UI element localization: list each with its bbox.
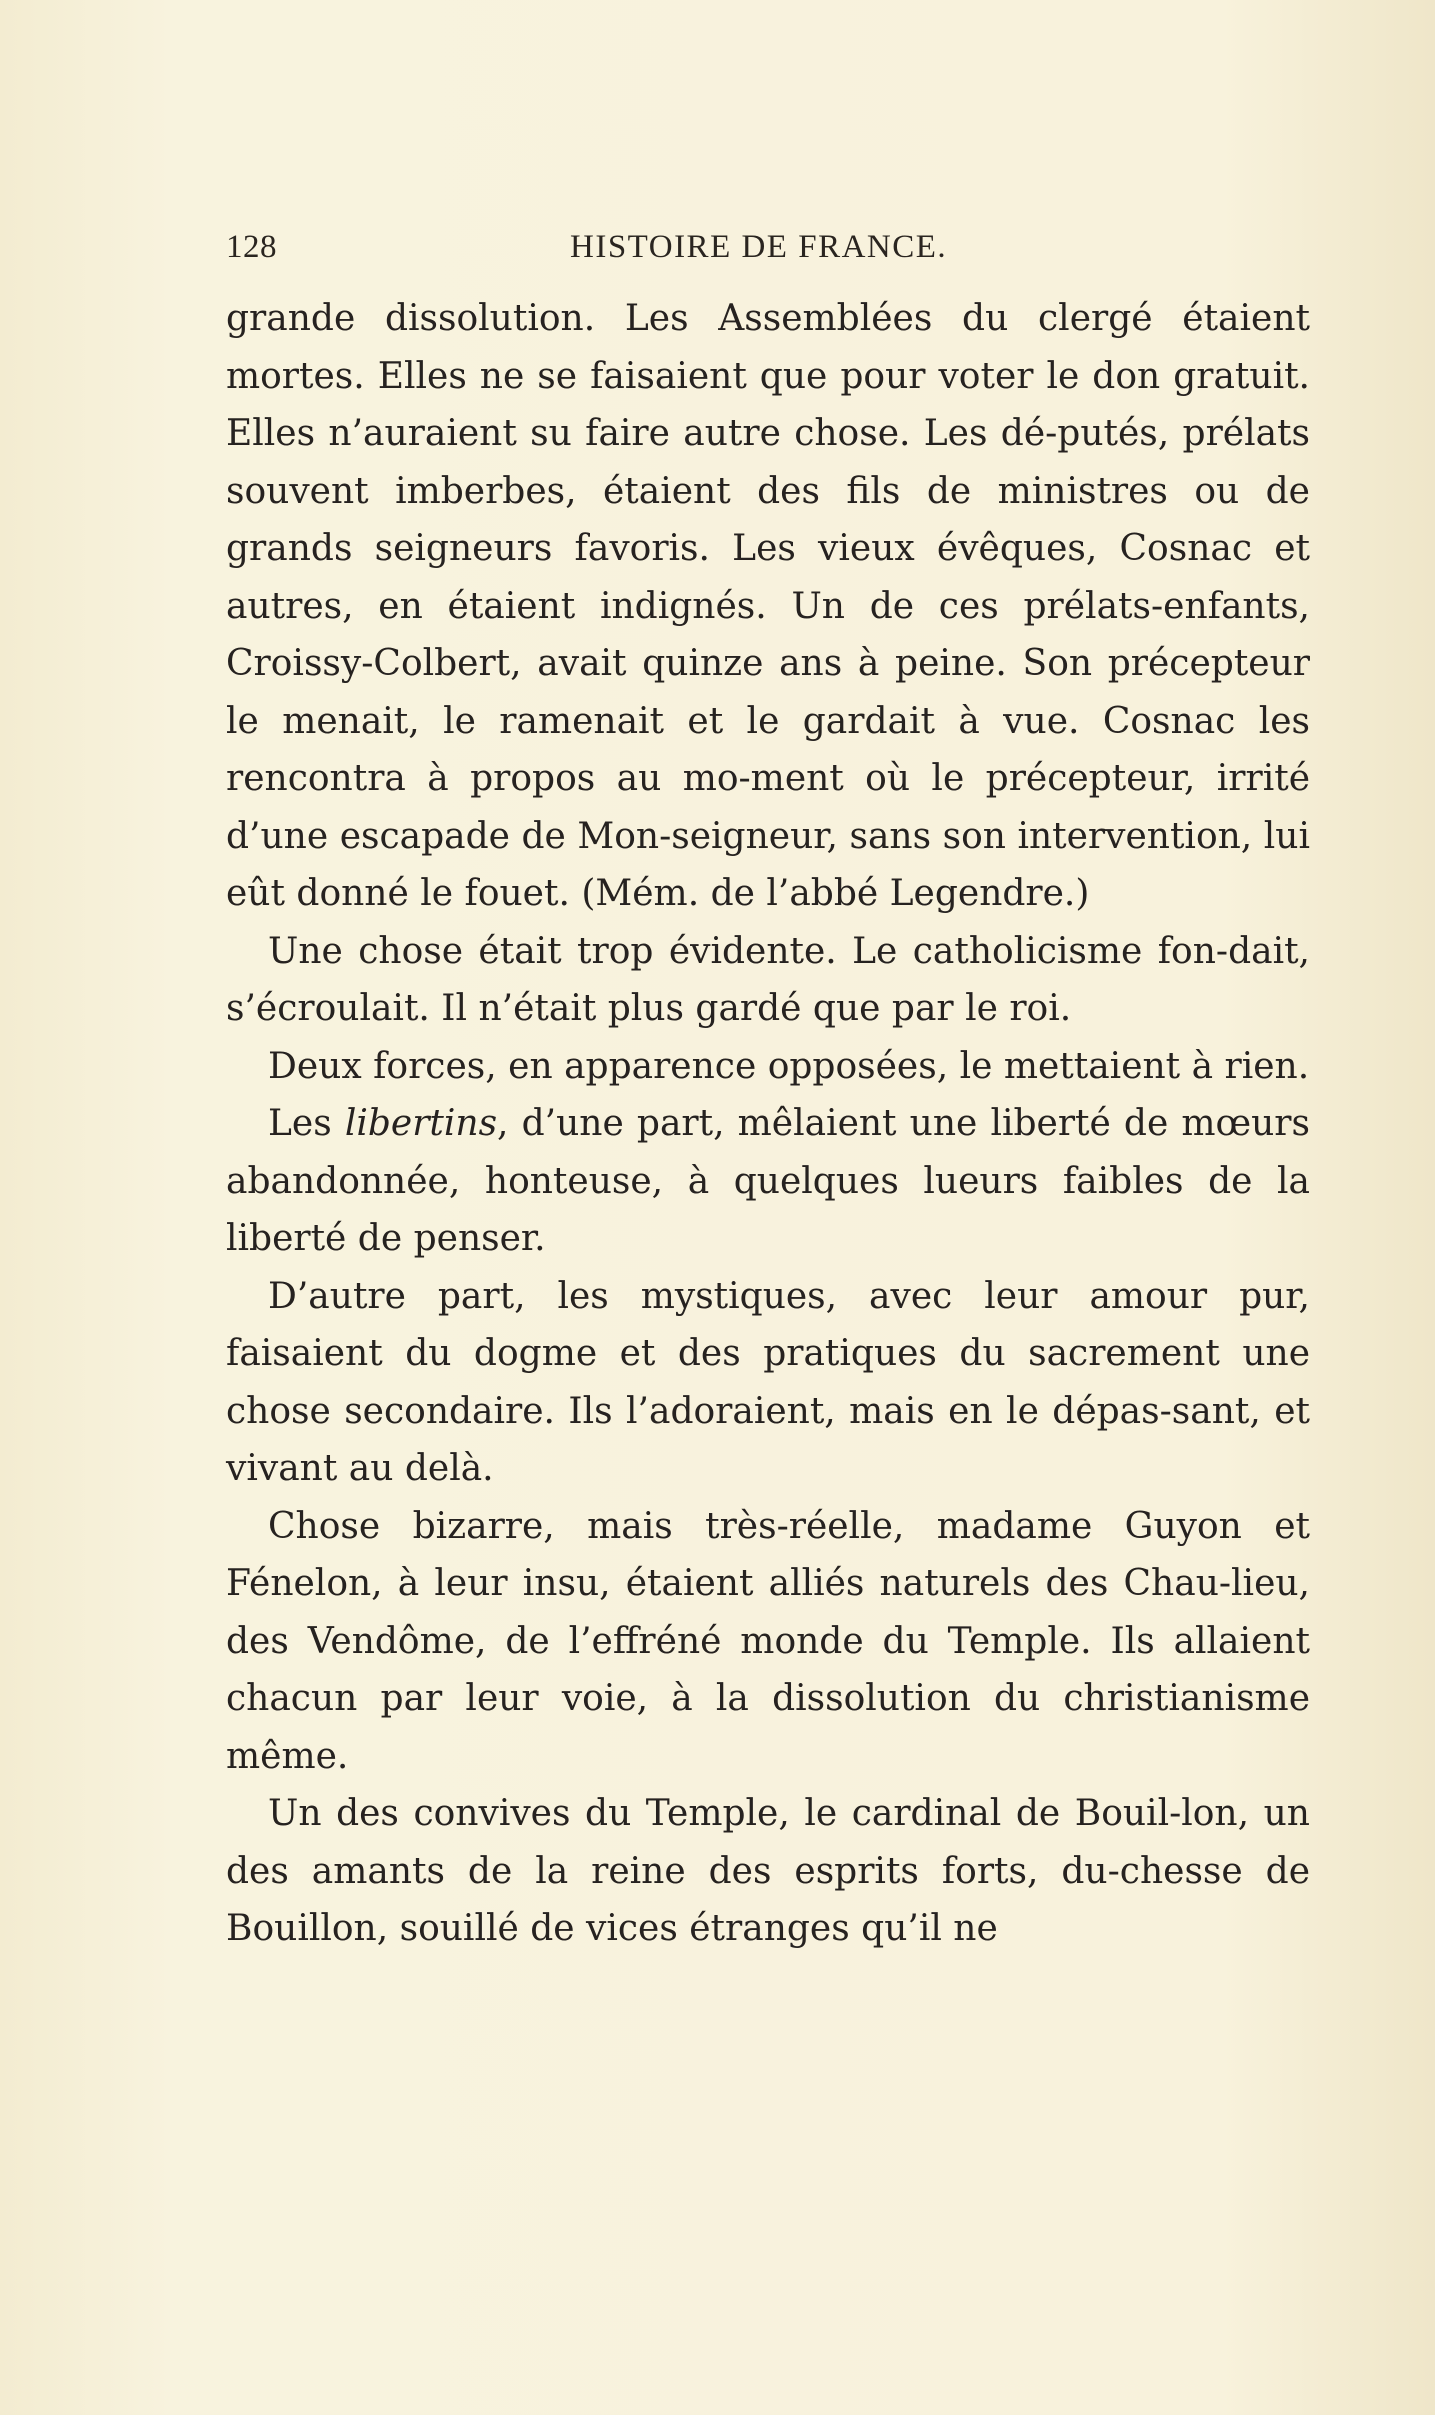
paragraph-3: Deux forces, en apparence opposées, le mettaient à rien.	[268, 1045, 1310, 1087]
paragraph-6: Chose bizarre, mais très-réelle, madame Guyon et Fénelon, à leur insu, étaient alliés naturels des Chau-lieu, des Vendôme, de l’effréné monde du Temple. Ils allaient chacun par leur voie, à la dissolution du christianisme même.	[226, 1505, 1310, 1777]
running-title: HISTOIRE DE FRANCE.	[570, 229, 948, 265]
paragraph-5: D’autre part, les mystiques, avec leur amour pur, faisaient du dogme et des pratiques du sacrement une chose secondaire. Ils l’adoraient, mais en le dépas-sant, et vivant au delà.	[226, 1275, 1310, 1489]
paragraph-4	[226, 1095, 1310, 1268]
paragraph-4-lead: Les	[268, 1103, 345, 1144]
paragraph-7: Un des convives du Temple, le cardinal de Bouil-lon, un des amants de la reine des esprits forts, du-chesse de Bouillon, souillé de vices étranges qu’il ne	[226, 1793, 1310, 1949]
italic-term-libertins: libertins	[344, 1103, 498, 1144]
paragraph-1: grande dissolution. Les Assemblées du clergé étaient mortes. Elles ne se faisaient que pour voter le don gratuit. Elles n’auraient su faire autre chose. Les dé-putés, prélats souvent imberbes, étaient des fils de ministres ou de grands seigneurs favoris. Les vieux évêques, Cosnac et autres, en étaient indignés. Un de ces prélats-enfants, Croissy-Colbert, avait quinze ans à peine. Son précepteur le menait, le ramenait et le gardait à vue. Cosnac les rencontra à propos au mo-ment où le précepteur, irrité d’une escapade de Mon-seigneur, sans son intervention, lui eût donné le fouet. (Mém. de l’abbé Legendre.)	[226, 298, 1310, 914]
paragraph-2: Une chose était trop évidente. Le catholicisme fon-dait, s’écroulait. Il n’était plus gardé que par le roi.	[226, 930, 1310, 1029]
body-text	[226, 290, 1310, 1958]
page-number: 128	[226, 229, 277, 265]
paragraph-4-rest: , d’une part, mêlaient une liberté de mœurs abandonnée, honteuse, à quelques lueurs faibles de la liberté de penser.	[226, 1103, 1310, 1259]
page-header	[226, 222, 1316, 272]
